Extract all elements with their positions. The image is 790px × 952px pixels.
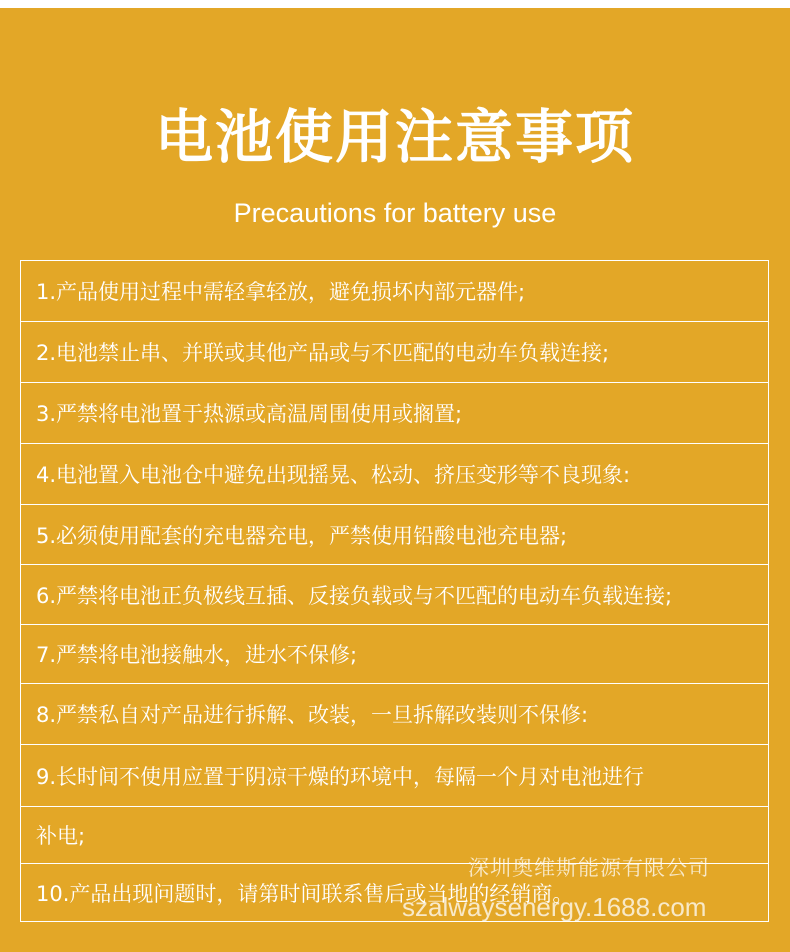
precaution-item-1: 1.产品使用过程中需轻拿轻放，避免损坏内部元器件; bbox=[36, 280, 526, 304]
precaution-item-9: 9.长时间不使用应置于阴凉干燥的环境中，每隔一个月对电池进行 bbox=[36, 764, 645, 789]
page-title: 电池使用注意事项 bbox=[154, 103, 635, 171]
precaution-item-10: 10.产品出现问题时，请第时间联系售后或当地的经销商。 bbox=[36, 881, 574, 906]
poster-background bbox=[0, 8, 790, 952]
precaution-item-8: 8.严禁私自对产品进行拆解、改装，一旦拆解改装则不保修: bbox=[36, 703, 589, 727]
precaution-item-7: 7.严禁将电池接触水，进水不保修; bbox=[36, 643, 358, 667]
precaution-item-4: 4.电池置入电池仓中避免出现摇晃、松动、挤压变形等不良现象: bbox=[36, 463, 631, 487]
precaution-item-9-continued: 补电; bbox=[36, 824, 86, 848]
precaution-item-3: 3.严禁将电池置于热源或高温周围使用或搁置; bbox=[36, 402, 463, 426]
watermark-url: szalwaysenergy.1688.com bbox=[402, 892, 707, 922]
page-subtitle: Precautions for battery use bbox=[233, 198, 557, 228]
precaution-item-5: 5.必须使用配套的充电器充电，严禁使用铅酸电池充电器; bbox=[36, 523, 568, 548]
precaution-item-2: 2.电池禁止串、并联或其他产品或与不匹配的电动车负载连接; bbox=[36, 341, 610, 365]
precaution-item-6: 6.严禁将电池正负极线互插、反接负载或与不匹配的电动车负载连接; bbox=[36, 583, 673, 608]
precautions-table bbox=[20, 260, 769, 922]
watermark-company: 深圳奥维斯能源有限公司 bbox=[468, 856, 710, 880]
